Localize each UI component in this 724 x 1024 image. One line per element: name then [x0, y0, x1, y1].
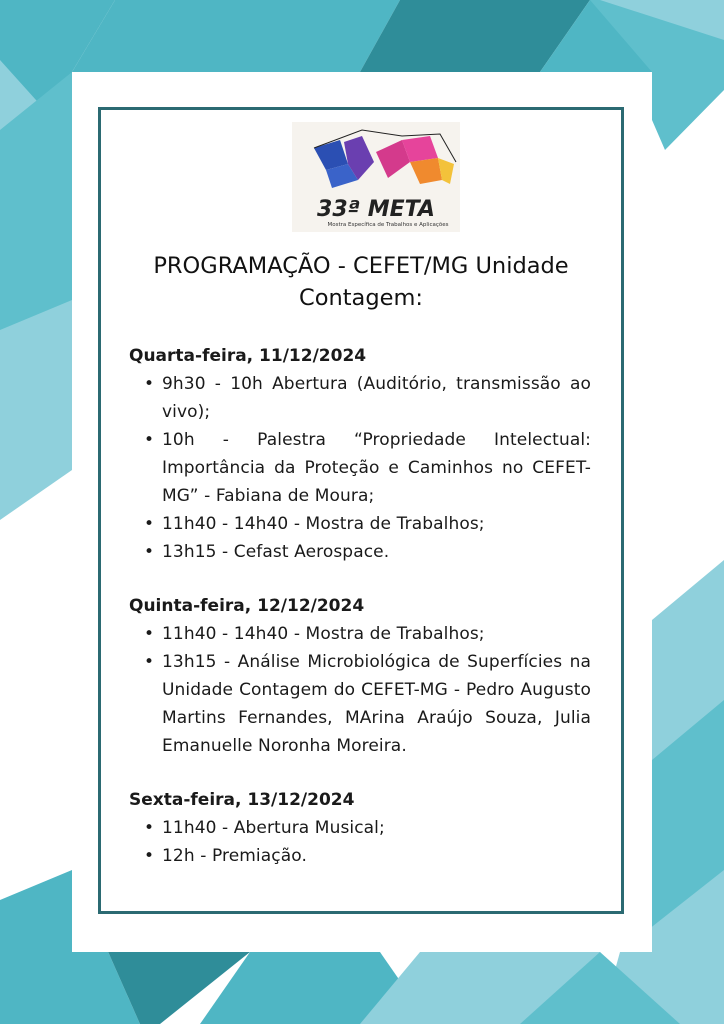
day-block [129, 592, 591, 760]
day-items [129, 620, 591, 760]
bullet-icon: • [144, 846, 155, 866]
day-items [129, 370, 591, 566]
list-item: • 10h - Palestra “Propriedade Intelectual: Importância da Proteção e Caminhos no CEFET-MG” - Fabiana de Moura; [129, 426, 591, 510]
logo-text: 33ª META [317, 197, 435, 222]
schedule [129, 342, 591, 896]
list-item: • 12h - Premiação. [129, 842, 591, 870]
bullet-icon: • [144, 514, 155, 534]
bullet-icon: • [144, 374, 155, 394]
day-block [129, 342, 591, 566]
bullet-icon: • [144, 624, 155, 644]
bullet-icon: • [144, 542, 155, 562]
page-title: PROGRAMAÇÃO - CEFET/MG Unidade Contagem: [153, 253, 569, 311]
list-item: • 13h15 - Cefast Aerospace. [129, 538, 591, 566]
svg-text:Mostra Específica de Trabalhos: Mostra Específica de Trabalhos e Aplicações [327, 222, 449, 228]
bullet-icon: • [144, 652, 155, 672]
list-item: • 11h40 - 14h40 - Mostra de Trabalhos; [129, 510, 591, 538]
day-heading: Quarta-feira, 11/12/2024 [129, 346, 367, 366]
bullet-icon: • [144, 818, 155, 838]
list-item: • 11h40 - Abertura Musical; [129, 814, 591, 842]
day-heading: Quinta-feira, 12/12/2024 [129, 596, 365, 616]
day-items [129, 814, 591, 870]
list-item: • 11h40 - 14h40 - Mostra de Trabalhos; [129, 620, 591, 648]
list-item: • 9h30 - 10h Abertura (Auditório, transmissão ao vivo); [129, 370, 591, 426]
bullet-icon: • [144, 430, 155, 450]
list-item: • 13h15 - Análise Microbiológica de Superfícies na Unidade Contagem do CEFET-MG - Pedro Augusto Martins Fernandes, MArina Araújo Souza, Julia Emanuelle Noronha Moreira. [129, 648, 591, 760]
meta-logo-icon [292, 122, 460, 232]
day-block [129, 786, 591, 870]
day-heading: Sexta-feira, 13/12/2024 [129, 790, 355, 810]
